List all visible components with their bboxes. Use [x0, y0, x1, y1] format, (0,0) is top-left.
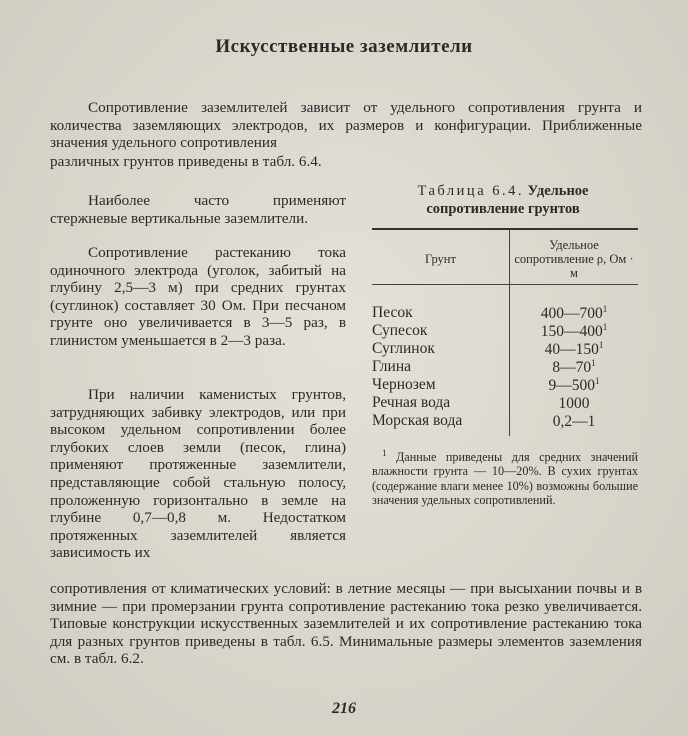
table-caption-title-1: Удельное	[527, 183, 589, 199]
footnote-text: Данные приведены для средних значений влажности грунта — 10—20%. В сухих грунтах (содержание влаги менее 10%) возможны большие значения удельных сопротивлений.	[372, 450, 638, 508]
value-cell: 1000	[558, 395, 590, 413]
soil-cell: Песок	[372, 304, 413, 321]
table-caption-title-2: сопротивление грунтов	[426, 201, 580, 217]
footnote-mark: 1	[382, 448, 387, 458]
soil-cell: Речная вода	[372, 394, 451, 411]
value-cell: 0,2—1	[552, 413, 596, 431]
table-row	[372, 394, 638, 412]
table-footnote	[372, 446, 638, 508]
table-header-rule	[372, 284, 638, 285]
table-row	[372, 340, 638, 358]
table-row	[372, 412, 638, 430]
soil-cell: Суглинок	[372, 340, 435, 357]
table-caption	[368, 182, 638, 218]
value-cell: $150—400^1$	[540, 322, 608, 341]
table-top-rule	[372, 228, 638, 230]
value-cell: $40—150^1$	[544, 340, 604, 359]
soil-cell: Чернозем	[372, 376, 436, 393]
value-cell: $9—500^1$	[548, 376, 600, 395]
paragraph-climate-dependence: сопротивления от климатических условий: в летние месяцы — при высыхании почвы и в зимние — при промерзании грунта сопротивление растеканию тока резко увеличивается. Типовые конструкции искусственных заземлителей и их сопротивление растеканию тока для разных грунтов приведены в табл. 6.5. Минимальные размеры элементов заземления см. в табл. 6.2.	[50, 580, 642, 668]
table-row	[372, 322, 638, 340]
soil-cell: Глина	[372, 358, 411, 375]
soil-cell: Супесок	[372, 322, 428, 339]
soil-cell: Морская вода	[372, 412, 463, 429]
table-row	[372, 304, 638, 322]
table-row	[372, 358, 638, 376]
intro-paragraph-tail: различных грунтов приведены в табл. 6.4.	[50, 153, 322, 170]
table-caption-label: Таблица 6.4.	[417, 183, 524, 199]
section-title: Искусственные заземлители	[215, 36, 473, 57]
column-header-soil: Грунт	[425, 252, 456, 266]
intro-paragraph: Сопротивление заземлителей зависит от удельного сопротивления грунта и количества заземляющих электродов, их размеров и конфигурации. Приближенные значения удельного сопротивления	[50, 99, 642, 152]
value-cell: $8—70^1$	[552, 358, 596, 377]
page-number: 216	[332, 700, 356, 717]
column-header-resistivity: Удельное сопротивление ρ, Ом · м	[514, 238, 634, 280]
table-row	[372, 376, 638, 394]
paragraph-extended-electrodes: При наличии каменистых грунтов, затрудняющих забивку электродов, или при высоком удельном сопротивлении более глубоких слоев земли (песок, глина) применяют протяженные заземлители, представляющие собой стальную полосу, проложенную горизонтально в земле на глубине 0,7—0,8 м. Недостатком протяженных заземлителей является зависимость их	[50, 386, 346, 562]
paragraph-rod-electrodes: Наиболее часто применяют стержневые вертикальные заземлители.	[50, 192, 346, 227]
value-cell: $400—700^1$	[540, 304, 608, 323]
paragraph-single-electrode: Сопротивление растеканию тока одиночного электрода (уголок, забитый на глубину 2,5—3 м) при средних грунтах (суглинок) составляет 30 Ом. При песчаном грунте оно увеличивается в 3—5 раз, в глинистом уменьшается в 2—3 раза.	[50, 244, 346, 349]
